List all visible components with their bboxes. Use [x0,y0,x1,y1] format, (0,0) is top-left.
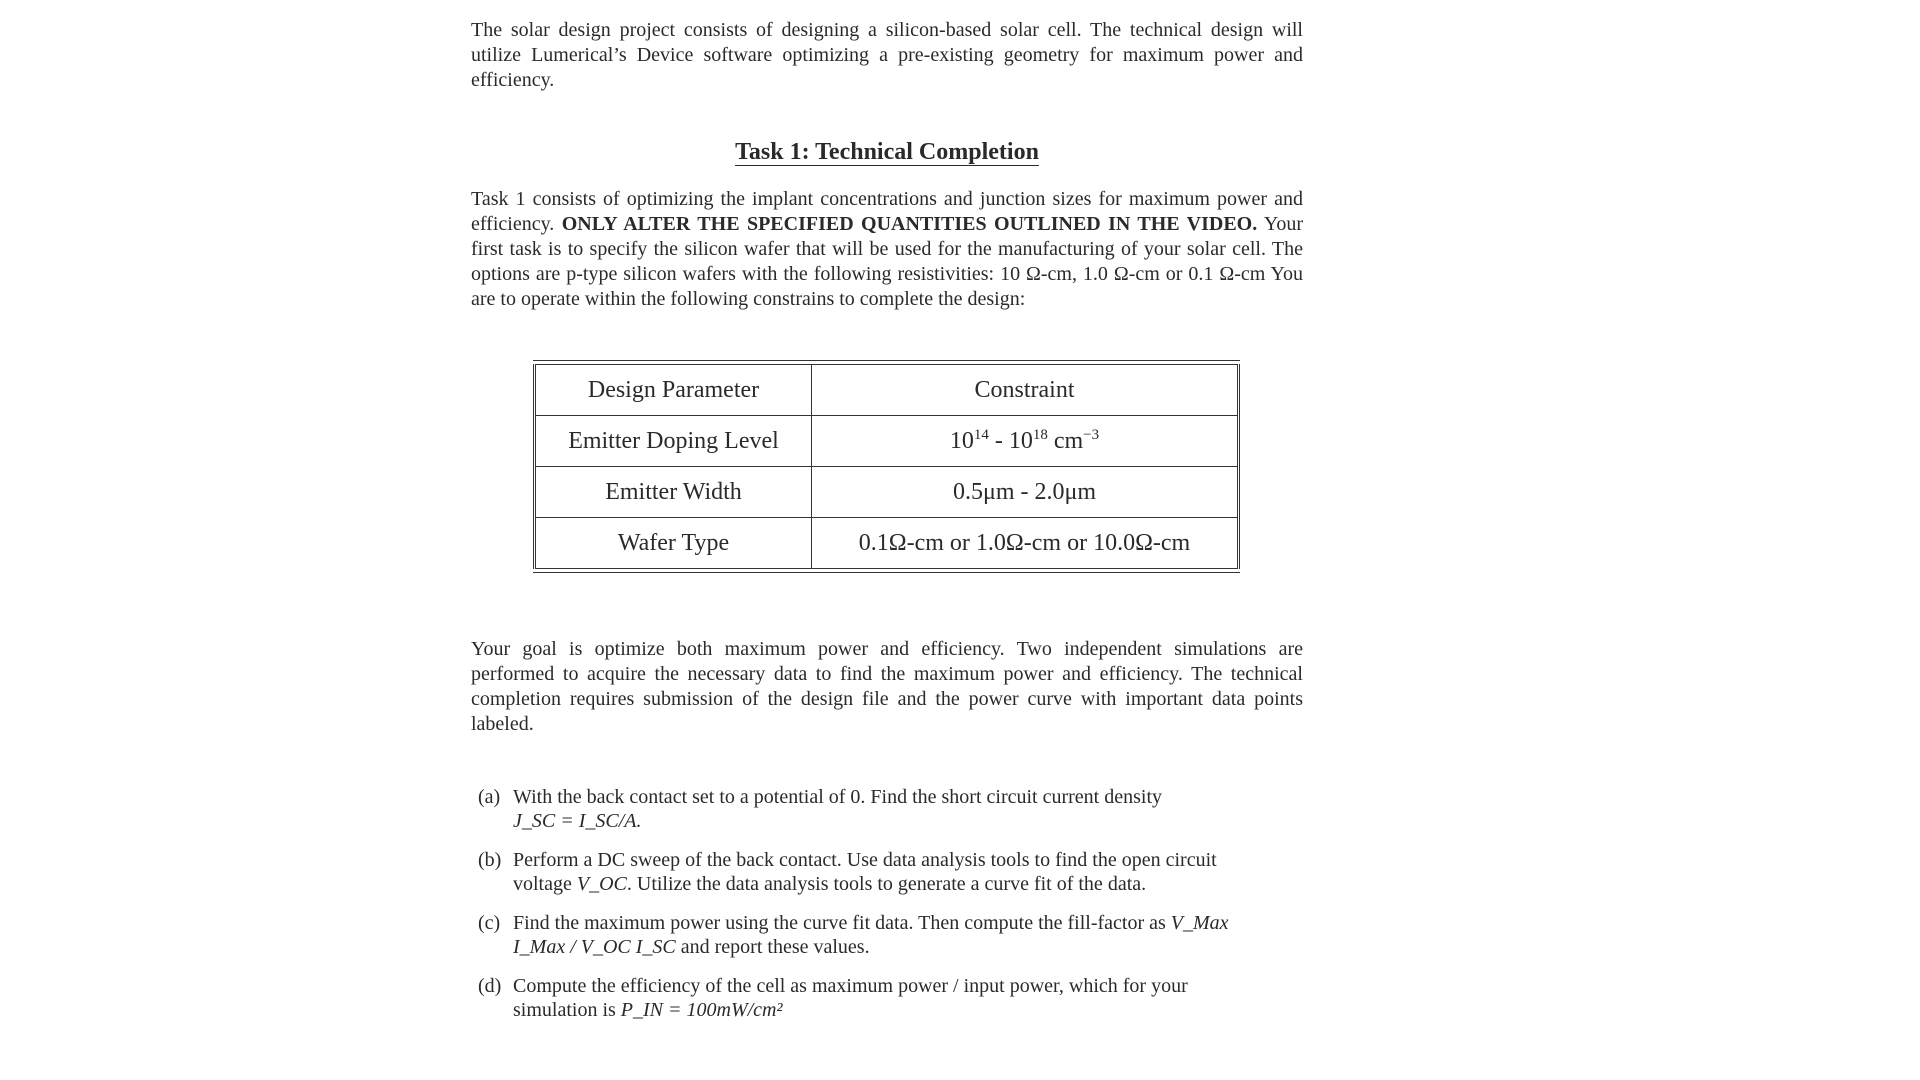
task1-title: Task 1: Technical Completion [735,139,1039,165]
constraint-cell [812,416,1239,467]
table-row [535,518,1239,569]
list-item [471,848,1261,896]
header-constraint: Constraint [812,365,1239,416]
task1-desc-part1: Task 1 consists of optimizing the implant concentrations and junction sizes for maximum power and efficiency. [471,188,1303,235]
task1-description [471,187,1303,312]
item-marker: (d) [478,975,502,997]
item-text-tail: and report these values. [675,936,870,958]
goal-paragraph: Your goal is optimize both maximum power and efficiency. Two independent simulations are performed to acquire the necessary data to find the maximum power and efficiency. The technical completion requires submission of the design file and the power curve with important data points labeled. [471,638,1303,735]
item-marker: (c) [478,912,501,934]
intro-paragraph: The solar design project consists of designing a silicon-based solar cell. The technical design will utilize Lumerical’s Device software optimizing a pre-existing geometry for maximum power and efficiency. [471,19,1303,91]
task1-heading [471,137,1303,167]
item-text: Compute the efficiency of the cell as maximum power / input power, which for your simulation is [513,975,1188,1021]
doping-unit-exp: −3 [1083,426,1100,443]
item-math: P_IN = 100mW/cm² [620,999,783,1021]
constraint-cell: 0.5μm - 2.0μm [812,467,1239,518]
doping-exp-high: 18 [1032,426,1048,443]
item-text-tail: . Utilize the data analysis tools to generate a curve fit of the data. [626,873,1147,895]
item-marker: (a) [478,786,501,808]
table-row [535,416,1239,467]
doping-base-high: - 10 [988,427,1033,454]
header-design-parameter: Design Parameter [535,365,812,416]
item-math: V_Max I_Max / V_OC I_SC [513,912,1229,958]
item-text: Perform a DC sweep of the back contact. Use data analysis tools to find the open circuit voltage [513,849,1217,895]
document-page [471,18,1303,1037]
item-math: J_SC = I_SC/A. [513,810,642,832]
task1-desc-bold: ONLY ALTER THE SPECIFIED QUANTITIES OUTLINED IN THE VIDEO. [561,213,1258,235]
doping-unit: cm [1047,427,1084,454]
list-item [471,911,1261,959]
task-list [471,785,1303,1022]
item-text: Find the maximum power using the curve fit data. Then compute the fill-factor as [513,912,1171,934]
item-text: With the back contact set to a potential of 0. Find the short circuit current density [513,786,1163,808]
table-header-row [535,365,1239,416]
param-cell: Emitter Doping Level [535,416,812,467]
constraints-table-frame [533,360,1240,573]
list-item [471,974,1261,1022]
param-cell: Emitter Width [535,467,812,518]
param-cell: Wafer Type [535,518,812,569]
doping-exp-low: 14 [973,426,989,443]
doping-base-low: 10 [949,427,974,454]
table-row [535,467,1239,518]
item-math: V_OC [576,873,627,895]
list-item [471,785,1261,833]
constraint-cell: 0.1Ω-cm or 1.0Ω-cm or 10.0Ω-cm [812,518,1239,569]
constraints-table [533,364,1240,569]
item-marker: (b) [478,849,502,871]
task1-desc-part2: Your first task is to specify the silicon wafer that will be used for the manufacturing of your solar cell. The options are p-type silicon wafers with the following resistivities: 10 Ω-cm, 1.0 Ω-cm or 0.1 Ω-cm You are to operate within the following constrains to complete the design: [471,213,1304,310]
